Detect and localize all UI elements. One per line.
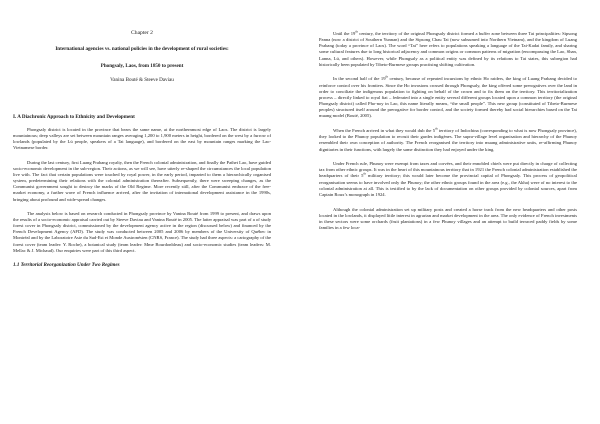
subsection-heading: 1.1 Territorial Reorganization Under Two Regimes (13, 261, 120, 268)
chapter-authors: Vanina Bouté & Steeve Daviau (110, 77, 174, 83)
body-paragraph: In the second half of the 19th century, because of repeated incursions by ethnic Ho raiders, the king of Luang Prabang decided to reinforce control over his frontiers. Since the Ho invasions crossed through Phongsaly, the king offered some prerogatives over the land in order to conciliate the indigenous population to fighting on behalf of the crown and to fix them on the territory. This territorialization process – directly linked to royal fiat – federated into a single entity several different groups located upon a common territory (the original Phongsaly district) called Pho-noy in Lao, this name literally means, “the small people”. This new group (constituted of Tibeto-Burmese peoples) structured itself around the prerogative for border control, and the society formed thereby had social hierarchies based on the Tai muang model (Bouté, 2005). (319, 74, 577, 119)
chapter-label: Chapter 2 (131, 30, 153, 36)
body-paragraph: When the French arrived in what they would dub the 5th territory of Indochina (corresponding to what is now Phongsaly province), they looked to the Phunoy population to recruit their gardes indigènes. The supra-village level organisation and hierarchy of the Phunoy resembled their own conception of authority. The French reorganised the territory into muang administrative units, re-affirming Phunoy dignitaries in their functions, with largely the same distinction they had enjoyed under the king. (319, 126, 577, 152)
body-paragraph: During the last century, first Luang Prabang royalty, then the French colonial administration, and finally the Pathet Lao, have guided socio-economic development in the sub-region. Their actions, as we will see, have utterly re-shaped the circumstances the local population live with. The fact that certain populations were touched by royal power, in the early period, imparted to them a hierarchically organised system, predetermining their relations with the colonial administration thereafter. Subsequently, there were sweeping changes, as the Communist government sought to destroy the marks of the Old Regime. More recently still, after the Communist embrace of the free-market economy, a further wave of French influence arrived, after the invitation of international development assistance in the 1990s, bringing about profound and wide-spread changes. (13, 159, 271, 202)
body-paragraph: The analysis below is based on research conducted in Phongsaly province by Vanina Bouté from 1999 to present, and draws upon the results of a socio-economic appraisal carried out by Steeve Daviau and Vanina Bouté in 2005. The latter appraisal was part of a of study forest cover in Phongsaly district, commissioned by the development agency active in the region (discussed below) and financed by the French Development Agency (AFD). The study was conducted between 2005 and 2006 by members of the University of Québec in Montréal and by the Laboratoire Asie du Sud-Est et Monde Austronésien (CNRS, France). The study had three aspects: a cartography of the forest cover (team leader: Y. Roche), a botanical study (team leader: Mme Bourdonbleau) and socio-economic studies (team leaders: M. Mellac & J. Michaud). Our enquiries were part of this third aspect. (13, 210, 271, 253)
left-page (13, 0, 271, 424)
body-paragraph: Although the colonial administration set up military posts and created a horse track from the new headquarters and other posts located in the lowlands, it displayed little interest in agrarian and market development in the area. The only evidence of French investments in these sectors were some orchards (fruit plantations) in a few Phunoy villages and an attempt to build terraced paddy fields by some families in a few loca- (319, 206, 577, 231)
body-paragraph: Until the 19th century, the territory of the original Phongsaly district formed a buffer zone between three Tai principalities: Sipsong Panna (now a district of Southern Yunnan) and the Sipsong Chau Tai (now subsumed into Northern Vietnam), and the kingdom of Luang Prabang (today a province of Laos). The word “Tai” here refers to populations speaking a language of the Tai-Kadai family, and sharing some cultural features due to long historical adjacency and common origins or common patterns of migration (encompassing the Lao, Shan, Lanna, Lü, and others). However, while Phongsaly as a political entity was defined by its relations to Tai states, this subregion had historically been populated by Tibeto-Burmese groups practising shifting cultivation. (319, 29, 577, 67)
right-page (319, 0, 577, 424)
chapter-subtitle: Phongsaly, Laos, from 1850 to present (100, 63, 184, 69)
body-paragraph: Phongsaly district is located in the province that bears the same name, at the northernmost edge of Laos. The district is largely mountainous; deep valleys are set between mountain ranges averaging 1,200 to 1,900 meters in height, bordered on the west by a furrow of lowlands (populated by the Lü people, speakers of a Tai language), and bordered on the east by mountain ranges marking the Lao-Vietnamese border. (13, 127, 271, 151)
section-heading: I. A Diachronic Approach to Ethnicity and Development (13, 114, 135, 120)
body-paragraph: Under French rule, Phunoy were exempt from taxes and corvées, and their ennobled chiefs were put directly in charge of collecting tax from other ethnic groups. It was in the heart of this mountainous territory that in 1921 the French colonial administration established the headquarters of their 5th military territory; this would later become the provincial capital of Phongsaly. This process of geopolitical reorganisation seems to have involved only the Phunoy; the other ethnic groups found in the area (e.g., the Akha) were of no interest to the colonial administration at all. This is testified to by the lack of documentation on other groups provided by colonial sources, apart from Captain Roux’s monograph in 1924. (319, 161, 577, 197)
chapter-title: International agencies vs. national policies in the development of rural societies: (55, 46, 229, 52)
